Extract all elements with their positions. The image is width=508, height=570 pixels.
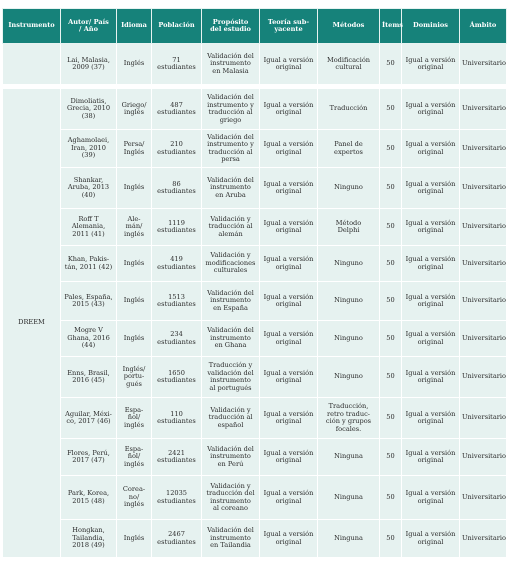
cell-ambito: Universitario — [460, 398, 507, 439]
table-row — [3, 520, 507, 558]
cell-teoria: Igual a versión original — [260, 209, 318, 246]
table-row — [3, 209, 507, 246]
cell-ambito: Universitario — [460, 44, 507, 85]
cell-poblacion: 71 estudiantes — [152, 44, 202, 85]
cell-proposito: Validación y traducción del instrumento al coreano — [202, 476, 260, 520]
col-header-dominios: Dominios — [402, 9, 460, 44]
cell-proposito: Validación del instrumento en Aruba — [202, 168, 260, 209]
cell-ambito: Universitario — [460, 246, 507, 282]
cell-autor: Dimoliatis, Grecia, 2010 (38) — [61, 89, 117, 130]
table-row — [3, 282, 507, 321]
cell-idioma: Griego/ inglés — [117, 89, 152, 130]
cell-instrumento-name: DREEM — [3, 89, 61, 558]
table-row — [3, 246, 507, 282]
cell-autor: Enns, Brasil, 2016 (45) — [61, 357, 117, 398]
studies-table — [2, 8, 507, 558]
table-row — [3, 130, 507, 168]
cell-autor: Aguilar, Méxi- co, 2017 (46) — [61, 398, 117, 439]
cell-proposito: Validación del instrumento en Perú — [202, 439, 260, 476]
cell-items: 50 — [380, 476, 402, 520]
cell-teoria: Igual a versión original — [260, 168, 318, 209]
header-row — [3, 9, 507, 44]
cell-ambito: Universitario — [460, 439, 507, 476]
table-row — [3, 44, 507, 85]
cell-autor: Roff T Alemania, 2011 (41) — [61, 209, 117, 246]
cell-poblacion: 210 estudiantes — [152, 130, 202, 168]
cell-idioma: Inglés — [117, 44, 152, 85]
cell-proposito: Validación del instrumento en Tailandia — [202, 520, 260, 558]
cell-items: 50 — [380, 130, 402, 168]
col-header-instrumento: Instrumento — [3, 9, 61, 44]
col-header-teoria: Teoría sub- yacente — [260, 9, 318, 44]
cell-ambito: Universitario — [460, 282, 507, 321]
cell-metodos: Traducción — [318, 89, 380, 130]
cell-metodos: Ninguno — [318, 357, 380, 398]
cell-ambito: Universitario — [460, 321, 507, 357]
cell-items: 50 — [380, 246, 402, 282]
cell-ambito: Universitario — [460, 168, 507, 209]
cell-poblacion: 487 estudiantes — [152, 89, 202, 130]
cell-poblacion: 1119 estudiantes — [152, 209, 202, 246]
cell-poblacion: 419 estudiantes — [152, 246, 202, 282]
cell-items: 50 — [380, 168, 402, 209]
cell-metodos: Ninguno — [318, 168, 380, 209]
cell-teoria: Igual a versión original — [260, 439, 318, 476]
cell-ambito: Universitario — [460, 89, 507, 130]
cell-poblacion: 234 estudiantes — [152, 321, 202, 357]
cell-metodos: Ninguna — [318, 520, 380, 558]
cell-ambito: Universitario — [460, 357, 507, 398]
cell-autor: Aghamolaei, Iran, 2010 (39) — [61, 130, 117, 168]
table-row — [3, 398, 507, 439]
cell-autor: Shankar, Aruba, 2013 (40) — [61, 168, 117, 209]
cell-metodos: Ninguno — [318, 321, 380, 357]
cell-idioma: Persa/ Inglés — [117, 130, 152, 168]
cell-items: 50 — [380, 89, 402, 130]
cell-items: 50 — [380, 321, 402, 357]
cell-ambito: Universitario — [460, 130, 507, 168]
cell-dominios: Igual a versión original — [402, 398, 460, 439]
cell-proposito: Validación del instrumento en Ghana — [202, 321, 260, 357]
cell-ambito: Universitario — [460, 209, 507, 246]
cell-metodos: Ninguna — [318, 476, 380, 520]
col-header-ambito: Ámbito — [460, 9, 507, 44]
cell-metodos: Panel de expertos — [318, 130, 380, 168]
cell-autor: Pales, España, 2015 (43) — [61, 282, 117, 321]
cell-dominios: Igual a versión original — [402, 439, 460, 476]
cell-proposito: Validación del instrumento en España — [202, 282, 260, 321]
cell-poblacion: 2467 estudiantes — [152, 520, 202, 558]
cell-dominios: Igual a versión original — [402, 89, 460, 130]
cell-idioma: Inglés — [117, 246, 152, 282]
cell-metodos: Ninguna — [318, 439, 380, 476]
cell-dominios: Igual a versión original — [402, 44, 460, 85]
cell-instrumento — [3, 44, 61, 85]
cell-proposito: Validación del instrumento y traducción al persa — [202, 130, 260, 168]
cell-metodos: Ninguno — [318, 282, 380, 321]
cell-teoria: Igual a versión original — [260, 398, 318, 439]
cell-items: 50 — [380, 282, 402, 321]
cell-teoria: Igual a versión original — [260, 476, 318, 520]
cell-proposito: Validación del instrumento en Malasia — [202, 44, 260, 85]
cell-items: 50 — [380, 357, 402, 398]
cell-proposito: Traducción y validación del instrumento al portugués — [202, 357, 260, 398]
cell-teoria: Igual a versión original — [260, 282, 318, 321]
cell-autor: Park, Korea, 2015 (48) — [61, 476, 117, 520]
cell-dominios: Igual a versión original — [402, 282, 460, 321]
table-row — [3, 357, 507, 398]
col-header-proposito: Propósito del estudio — [202, 9, 260, 44]
cell-items: 50 — [380, 398, 402, 439]
cell-items: 50 — [380, 520, 402, 558]
cell-dominios: Igual a versión original — [402, 476, 460, 520]
col-header-idioma: Idioma — [117, 9, 152, 44]
cell-teoria: Igual a versión original — [260, 89, 318, 130]
cell-poblacion: 1650 estudiantes — [152, 357, 202, 398]
cell-proposito: Validación y modificaciones culturales — [202, 246, 260, 282]
table-row — [3, 476, 507, 520]
cell-dominios: Igual a versión original — [402, 321, 460, 357]
cell-autor: Flores, Perú, 2017 (47) — [61, 439, 117, 476]
cell-dominios: Igual a versión original — [402, 246, 460, 282]
cell-idioma: Inglés/ portu- gués — [117, 357, 152, 398]
cell-idioma: Inglés — [117, 282, 152, 321]
cell-idioma: Inglés — [117, 321, 152, 357]
cell-teoria: Igual a versión original — [260, 520, 318, 558]
cell-metodos: Traducción, retro traduc- ción y grupos focales. — [318, 398, 380, 439]
cell-idioma: Corea- no/ inglés — [117, 476, 152, 520]
cell-poblacion: 12035 estudiantes — [152, 476, 202, 520]
cell-ambito: Universitario — [460, 476, 507, 520]
cell-idioma: Inglés — [117, 168, 152, 209]
cell-dominios: Igual a versión original — [402, 130, 460, 168]
cell-proposito: Validación y traducción al alemán — [202, 209, 260, 246]
cell-idioma: Espa- ñol/ inglés — [117, 398, 152, 439]
cell-metodos: Ninguno — [318, 246, 380, 282]
cell-teoria: Igual a versión original — [260, 321, 318, 357]
cell-autor: Hongkan, Tailandia, 2018 (49) — [61, 520, 117, 558]
cell-teoria: Igual a versión original — [260, 130, 318, 168]
cell-autor: Lai, Malasia, 2009 (37) — [61, 44, 117, 85]
cell-items: 50 — [380, 209, 402, 246]
cell-items: 50 — [380, 44, 402, 85]
cell-idioma: Ale- mán/ inglés — [117, 209, 152, 246]
cell-ambito: Universitario — [460, 520, 507, 558]
cell-proposito: Validación del instrumento y traducción al griego — [202, 89, 260, 130]
cell-idioma: Inglés — [117, 520, 152, 558]
cell-teoria: Igual a versión original — [260, 44, 318, 85]
cell-poblacion: 86 estudiantes — [152, 168, 202, 209]
table-row — [3, 168, 507, 209]
table-row — [3, 439, 507, 476]
col-header-autor: Autor/ País / Año — [61, 9, 117, 44]
cell-proposito: Validación y traducción al español — [202, 398, 260, 439]
table-row — [3, 321, 507, 357]
cell-items: 50 — [380, 439, 402, 476]
cell-poblacion: 1513 estudiantes — [152, 282, 202, 321]
cell-teoria: Igual a versión original — [260, 357, 318, 398]
cell-poblacion: 110 estudiantes — [152, 398, 202, 439]
cell-poblacion: 2421 estudiantes — [152, 439, 202, 476]
col-header-metodos: Métodos — [318, 9, 380, 44]
cell-metodos: Modificación cultural — [318, 44, 380, 85]
col-header-poblacion: Población — [152, 9, 202, 44]
cell-dominios: Igual a versión original — [402, 168, 460, 209]
table-row — [3, 89, 507, 130]
cell-idioma: Espa- ñol/ inglés — [117, 439, 152, 476]
cell-dominios: Igual a versión original — [402, 209, 460, 246]
cell-teoria: Igual a versión original — [260, 246, 318, 282]
cell-metodos: Método Delphi — [318, 209, 380, 246]
cell-dominios: Igual a versión original — [402, 357, 460, 398]
cell-autor: Khan, Pakis- tán, 2011 (42) — [61, 246, 117, 282]
cell-autor: Mogre V Ghana, 2016 (44) — [61, 321, 117, 357]
cell-dominios: Igual a versión original — [402, 520, 460, 558]
col-header-items: Ítems — [380, 9, 402, 44]
